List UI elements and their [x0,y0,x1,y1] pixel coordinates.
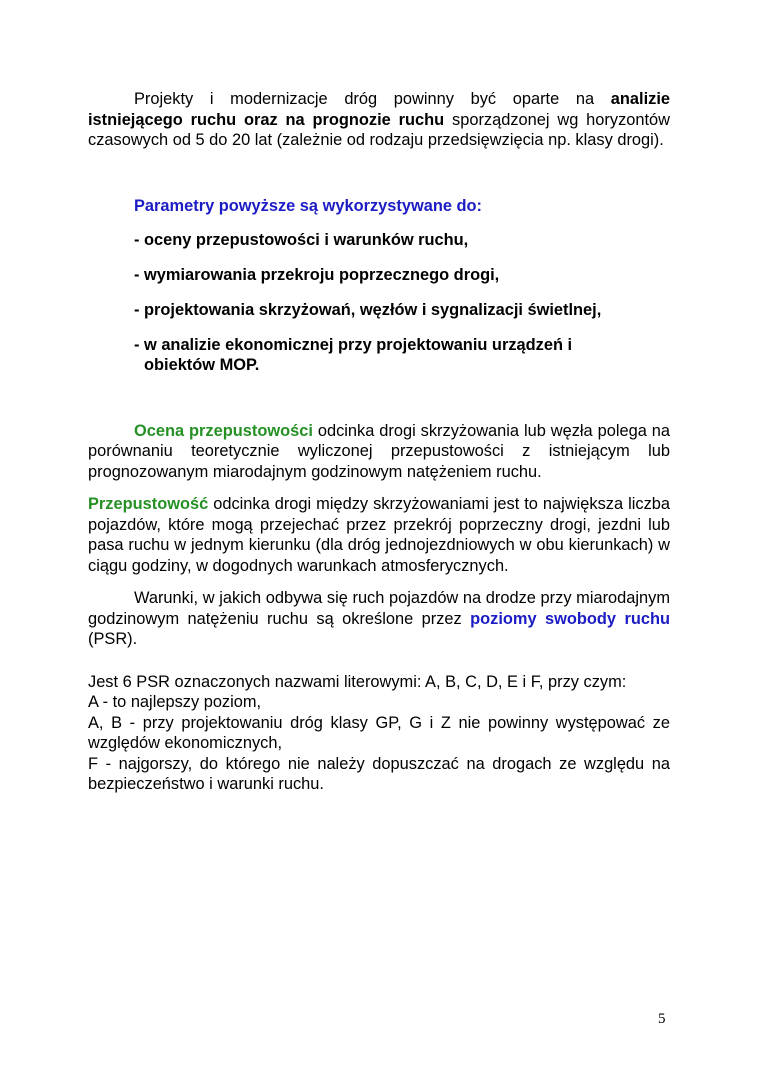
psr-section [88,672,670,795]
page-number: 5 [658,1011,666,1027]
psr-line: A - to najlepszy poziom, [88,693,262,711]
traffic-conditions-pre: Warunki, w jakich odbywa się ruch pojazdów na drodze przy miarodajnym godzinowym natężeniu ruchu są określone przez [88,589,670,628]
intro-text-post: sporządzonej wg horyzontów czasowych od 5 do 20 lat (zależnie od rodzaju przedsięwzięcia np. klasy drogi). [88,110,670,149]
psr-line: F - najgorszy, do którego nie należy dopuszczać na drogach ze względu na bezpieczeństwo i warunki ruchu. [88,754,670,793]
traffic-conditions-paragraph [88,588,670,650]
parameters-heading: Parametry powyższe są wykorzystywane do: [134,196,482,215]
capacity-evaluation-text: odcinka drogi skrzyżowania lub węzła polega na porównaniu teoretycznie wyliczonej przepustowości z istniejącym lub prognozowanym miarodajnym godzinowym natężeniem ruchu. [88,421,670,481]
intro-paragraph [88,89,670,151]
parameters-item: - oceny przepustowości i warunków ruchu, [134,230,469,249]
parameters-list [134,196,670,375]
parameters-item: - w analizie ekonomicznej przy projektowaniu urządzeń i obiektów MOP. [134,335,573,374]
traffic-conditions-term: poziomy swobody ruchu [470,609,670,628]
capacity-definition-text: odcinka drogi między skrzyżowaniami jest to największa liczba pojazdów, które mogą przejechać przez przekrój poprzeczny drogi, jezdni lub pasa ruchu w jednym kierunku (dla dróg jednojezdniowych w obu kierunkach) w ciągu godziny, w dogodnych warunkach atmosferycznych. [88,495,670,575]
document-page [88,88,670,795]
parameters-item: - wymiarowania przekroju poprzecznego drogi, [134,265,500,284]
intro-text-bold: analizie istniejącego ruchu oraz na prognozie ruchu [88,90,670,129]
capacity-definition-paragraph [88,494,670,576]
parameters-item: - projektowania skrzyżowań, węzłów i sygnalizacji świetlnej, [134,300,602,319]
capacity-definition-term: Przepustowość [88,495,209,513]
capacity-evaluation-term: Ocena przepustowości [134,421,313,440]
traffic-conditions-post: (PSR). [88,630,138,648]
capacity-evaluation-paragraph [88,421,670,483]
intro-text-pre: Projekty i modernizacje dróg powinny być oparte na [134,90,611,108]
psr-intro: Jest 6 PSR oznaczonych nazwami literowymi: A, B, C, D, E i F, przy czym: [88,672,627,691]
psr-line: A, B - przy projektowaniu dróg klasy GP, G i Z nie powinny występować ze względów ekonomicznych, [88,713,670,752]
